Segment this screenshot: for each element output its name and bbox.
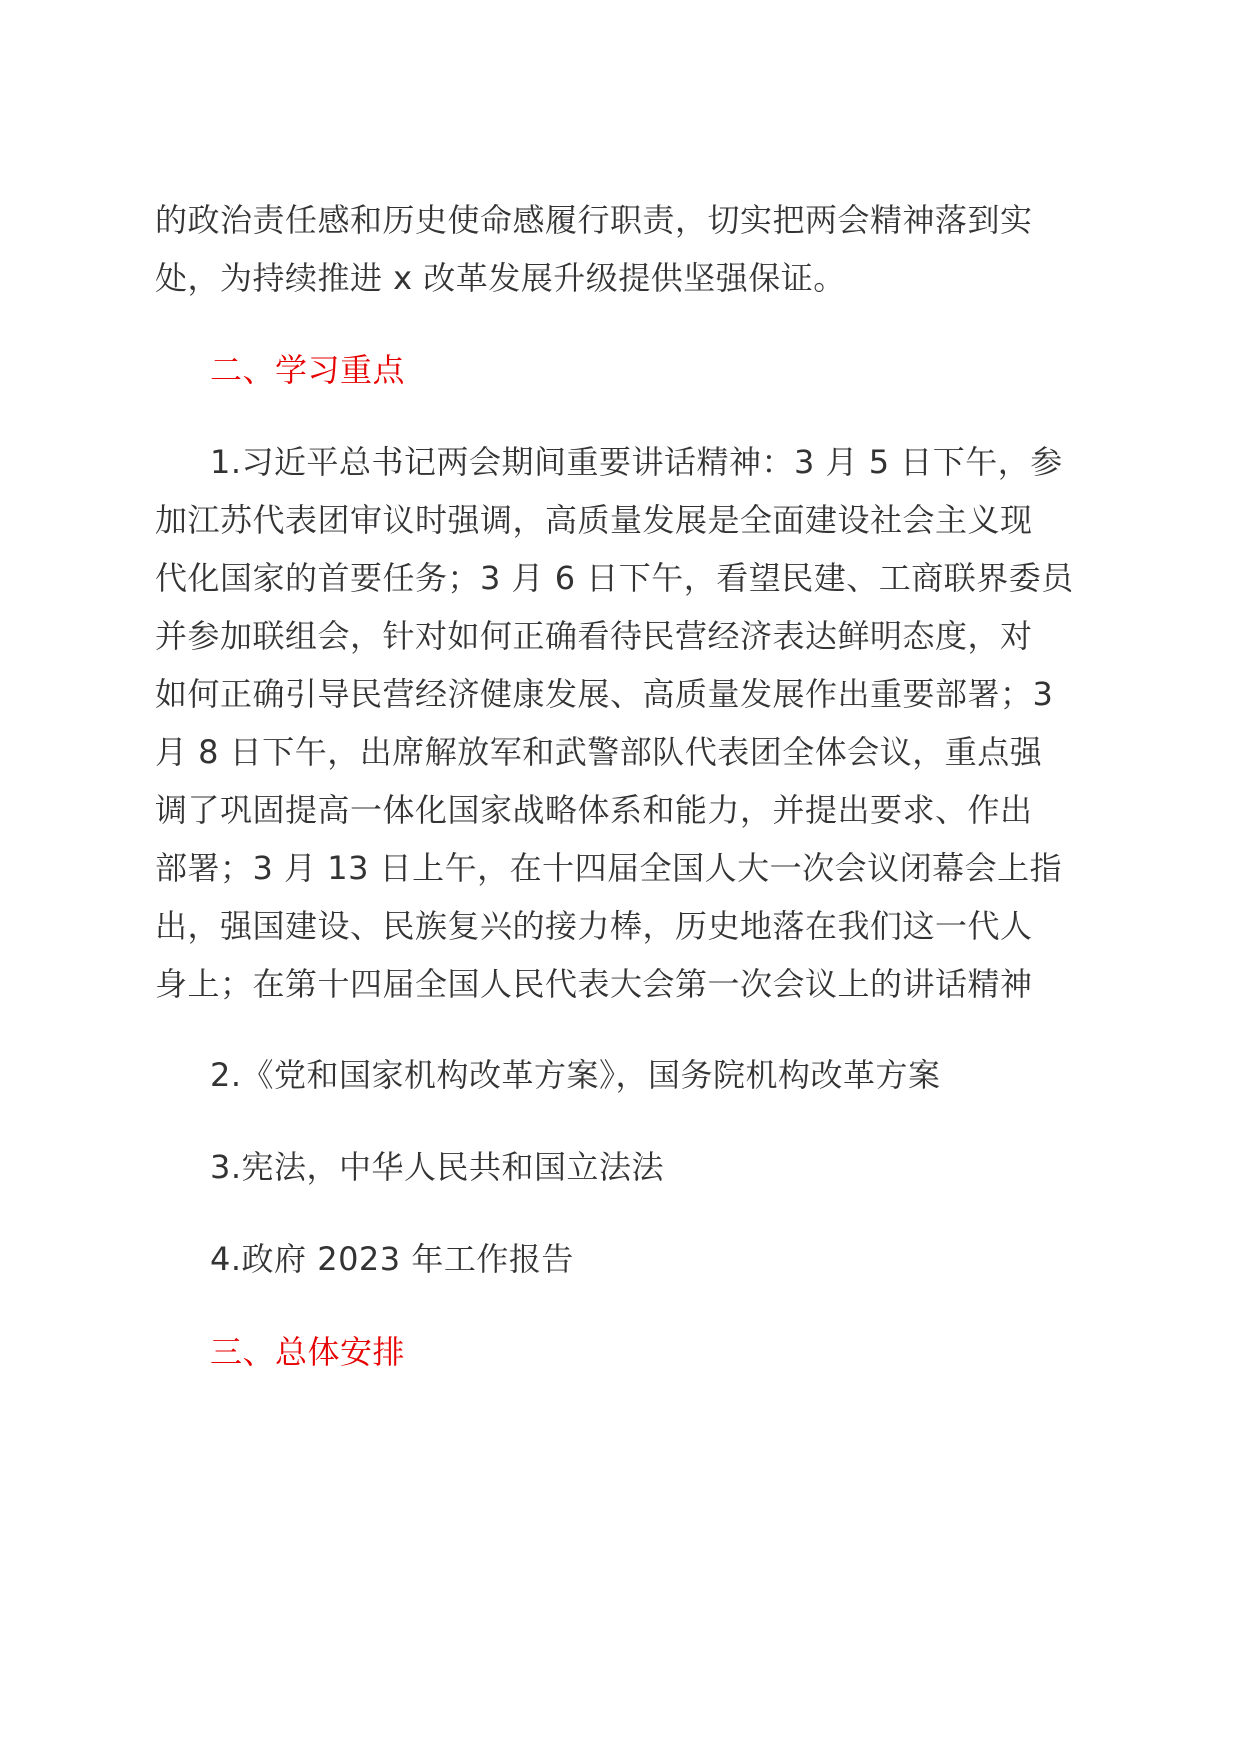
item3-text: 3.宪法，中华人民共和国立法法: [210, 1148, 665, 1186]
item1-line: 如何正确引导民营经济健康发展、高质量发展作出重要部署；3: [155, 675, 1054, 713]
item1-line: 调了巩固提高一体化国家战略体系和能力，并提出要求、作出: [155, 791, 1033, 829]
intro-paragraph-line: 的政治责任感和历史使命感履行职责，切实把两会精神落到实: [155, 201, 1033, 239]
item2-text: 2.《党和国家机构改革方案》，国务院机构改革方案: [210, 1056, 941, 1094]
item4-text: 4.政府 2023 年工作报告: [210, 1240, 574, 1278]
intro-paragraph-line: 处，为持续推进 x 改革发展升级提供坚强保证。: [155, 259, 846, 297]
item1-line: 月 8 日下午，出席解放军和武警部队代表团全体会议，重点强: [155, 733, 1043, 771]
item1-line: 并参加联组会，针对如何正确看待民营经济表达鲜明态度，对: [155, 617, 1033, 655]
item1-line: 出，强国建设、民族复兴的接力棒，历史地落在我们这一代人: [155, 907, 1033, 945]
item1-line: 身上；在第十四届全国人民代表大会第一次会议上的讲话精神: [155, 965, 1033, 1003]
section-heading-study-focus: 二、学习重点: [210, 351, 406, 389]
item1-line: 加江苏代表团审议时强调，高质量发展是全面建设社会主义现: [155, 501, 1033, 539]
item1-line: 代化国家的首要任务；3 月 6 日下午，看望民建、工商联界委员: [155, 559, 1074, 597]
section-heading-overall-arrangement: 三、总体安排: [210, 1333, 406, 1371]
item1-line: 1.习近平总书记两会期间重要讲话精神：3 月 5 日下午，参: [210, 443, 1063, 481]
item1-line: 部署；3 月 13 日上午，在十四届全国人大一次会议闭幕会上指: [155, 849, 1063, 887]
